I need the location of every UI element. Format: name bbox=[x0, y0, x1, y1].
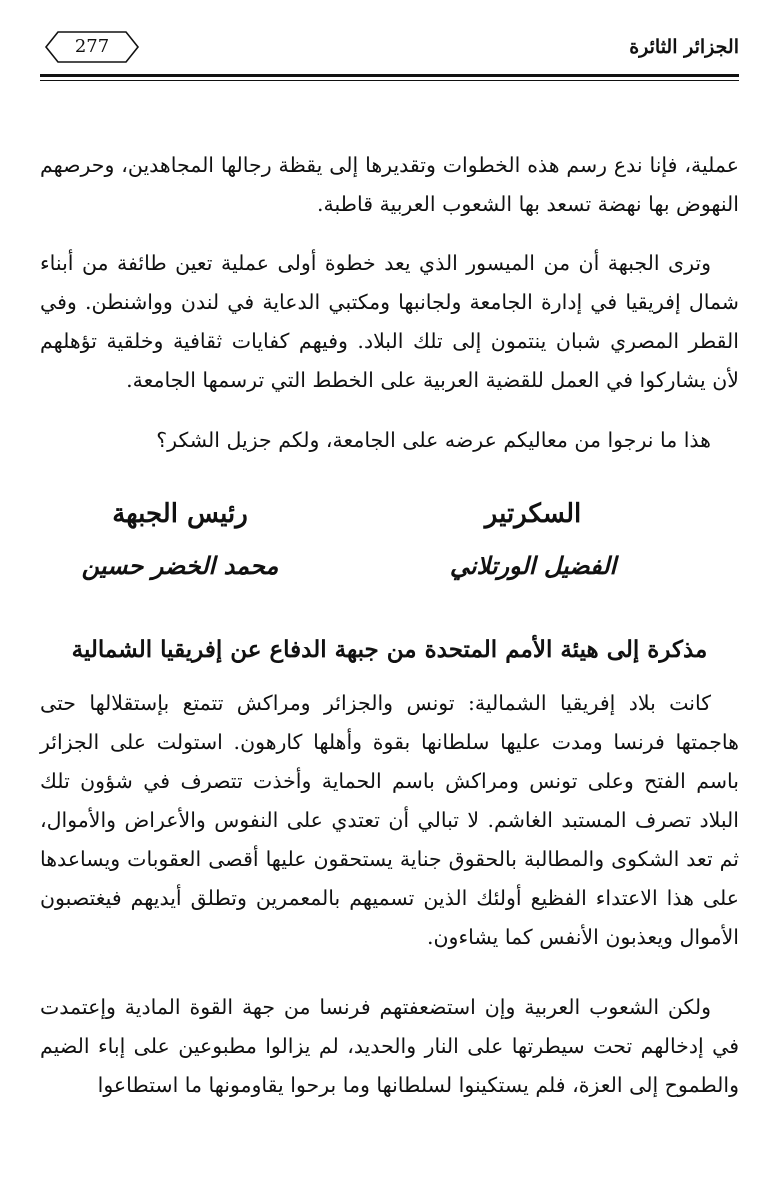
secretary-title: السكرتير bbox=[484, 499, 582, 529]
paragraph-3: هذا ما نرجوا من معاليكم عرضه على الجامعة، ولكم جزيل الشكر؟ bbox=[156, 428, 711, 452]
president-name: محمد الخضر حسين bbox=[81, 551, 279, 580]
section-paragraph-2: ولكن الشعوب العربية وإن استضعفتهم فرنسا من جهة القوة المادية وإعتمدت في إدخالهم تحت سيطرتها على النار والحديد، لم يزالوا مطبوعين على إباء الضيم والطموح إلى العزة، فلم يستكينوا لسلطانها وما برحوا يقاومونها ما استطاعوا bbox=[40, 995, 739, 1097]
page-header bbox=[40, 26, 739, 78]
section-heading: مذكرة إلى هيئة الأمم المتحدة من جبهة الدفاع عن إفريقيا الشمالية bbox=[71, 636, 708, 663]
header-rule-thin bbox=[40, 80, 739, 81]
page-number-badge bbox=[44, 30, 140, 64]
header-rule-thick bbox=[40, 74, 739, 77]
secretary-name: الفضيل الورتلاني bbox=[449, 551, 617, 580]
paragraph-1: عملية، فإنا ندع رسم هذه الخطوات وتقديرها إلى يقظة رجالها المجاهدين، وحرصهم النهوض بها نهضة تسعد بها الشعوب العربية قاطبة. bbox=[40, 153, 739, 216]
signature-secretary bbox=[383, 494, 683, 586]
section-paragraph-1: كانت بلاد إفريقيا الشمالية: تونس والجزائر ومراكش تتمتع بإستقلالها حتى هاجمتها فرنسا ومدت عليها سلطانها بقوة وأهلها كارهون. استولت على الجزائر باسم الفتح وعلى تونس ومراكش باسم الحماية وأخذت تتصرف في شؤون تلك البلاد تصرف المستبد الغاشم. لا تبالي أن تعتدي على النفوس والأعراض والأموال، ثم تعد الشكوى والمطالبة بالحقوق جناية يستحقون عليها أقصى العقوبات ويساعدها على هذا الاعتداء الفظيع أولئك الذين تسميهم بالمعمرين وتطلق أيديهم فيغتصبون الأموال ويعذبون الأنفس كما يشاءون. bbox=[40, 691, 739, 949]
president-title: رئيس الجبهة bbox=[112, 499, 248, 529]
signature-president bbox=[30, 494, 330, 586]
paragraph-2: وترى الجبهة أن من الميسور الذي يعد خطوة أولى عملية تعين طائفة من أبناء شمال إفريقيا في إدارة الجامعة ولجانبها ومكتبي الدعاية في لندن وواشنطن. وفي القطر المصري شبان ينتمون إلى تلك البلاد. وفيهم كفايات ثقافية وخلقية تؤهلهم لأن يشاركوا في العمل للقضية العربية على الخطط التي ترسمها الجامعة. bbox=[40, 251, 739, 392]
running-title: الجزائر الثائرة bbox=[629, 36, 739, 58]
page-number: 277 bbox=[74, 36, 110, 57]
